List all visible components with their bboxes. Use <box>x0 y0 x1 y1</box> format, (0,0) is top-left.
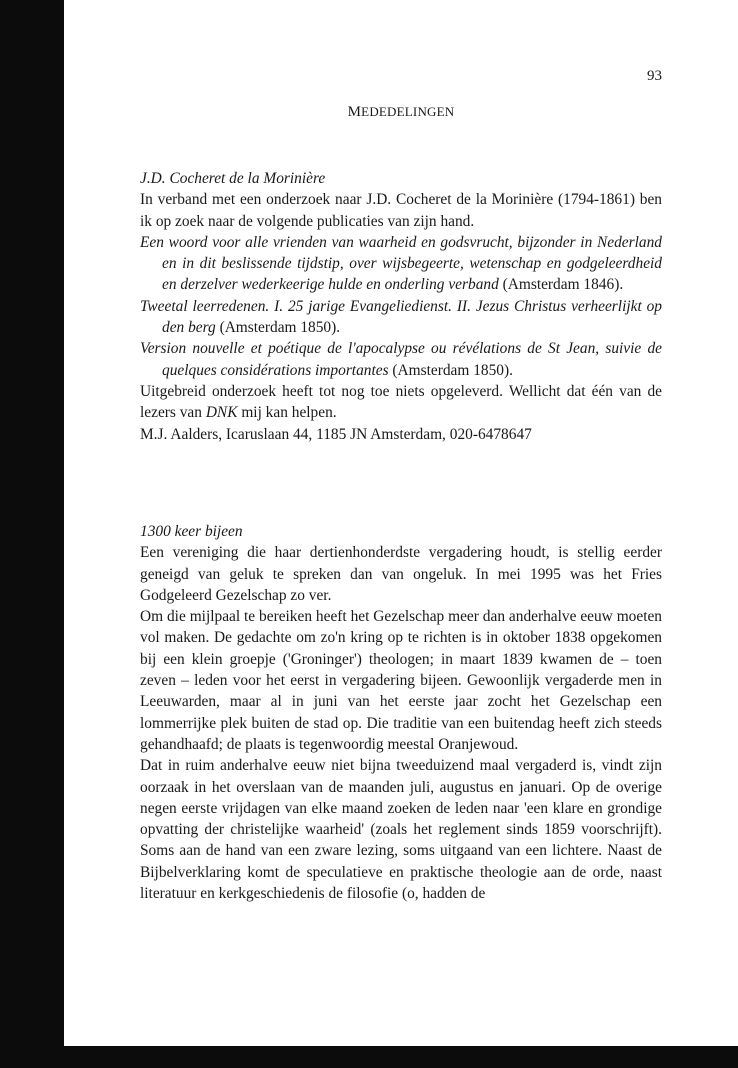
article-morinière <box>140 168 662 445</box>
publication-title: Version nouvelle et poétique de l'apocalypse ou révélations de St Jean, suivie de quelques considérations importantes <box>140 340 662 379</box>
publication-imprint: (Amsterdam 1846). <box>498 276 624 294</box>
running-head-rest: EDEDELINGEN <box>361 104 455 119</box>
publication-entry <box>140 338 662 381</box>
closing-text: Uitgebreid onderzoek heeft tot nog toe niets opgeleverd. Wellicht dat één van de lezers van <box>140 382 662 422</box>
publication-imprint: (Amsterdam 1850). <box>388 361 513 379</box>
article-title: J.D. Cocheret de la Morinière <box>140 170 326 187</box>
paragraph: Om die mijlpaal te bereiken heeft het Gezelschap meer dan anderhalve eeuw moeten vol maken. De gedachte om zo'n kring op te richten is in oktober 1838 opgekomen bij een klein groepje ('Groninger') theologen; in maart 1839 kwamen de – toen zeven – leden voor het eerst in vergadering bijeen. Gewoonlijk vergaderde men in Leeuwarden, maar al in juni van het eerste jaar zocht het Gezelschap een lommerrijke plek buiten de stad op. Die traditie van een buitendag heeft zich steeds gehandhaafd; de plaats is tegenwoordig meestal Oranjewoud. <box>140 608 662 753</box>
contact-line: M.J. Aalders, Icaruslaan 44, 1185 JN Amsterdam, 020-6478647 <box>140 425 532 443</box>
publication-entry <box>140 232 662 296</box>
running-head <box>140 104 662 121</box>
closing-text-end: mij kan helpen. <box>237 404 337 422</box>
article-closing <box>140 381 662 424</box>
publication-title: Tweetal leerredenen. I. 25 jarige Evangeliedienst. II. Jezus Christus verheerlijkt op den berg <box>140 297 662 337</box>
article-1300-keer-bijeen <box>140 521 662 904</box>
publication-imprint: (Amsterdam 1850). <box>215 319 341 337</box>
publication-title: Een woord voor alle vrienden van waarheid en godsvrucht, bijzonder in Nederland en in dit beslissende tijdstip, over wijsbegeerte, wetenschap en godgeleerdheid en derzelver wederkeerige hulde en onderling verband <box>140 233 662 294</box>
paragraph: Een vereniging die haar dertienhonderdste vergadering houdt, is stellig eerder geneigd van geluk te spreken dan van ongeluk. In mei 1995 was het Fries Godgeleerd Gezelschap zo ver. <box>140 544 662 604</box>
article-intro: In verband met een onderzoek naar J.D. Cocheret de la Morinière (1794-1861) ben ik op zoek naar de volgende publicaties van zijn hand. <box>140 191 662 230</box>
scan-edge-bottom <box>0 1046 738 1068</box>
publication-entry <box>140 296 662 339</box>
journal-name: DNK <box>205 404 238 422</box>
running-head-initial: M <box>347 104 362 120</box>
paragraph: Dat in ruim anderhalve eeuw niet bijna tweeduizend maal vergaderd is, vindt zijn oorzaak in het overslaan van de maanden juli, augustus en januari. Op de overige negen eerste vrijdagen van elke maand zoeken de leden naar 'een klare en grondige opvatting der christelijke waarheid' (zoals het reglement sinds 1859 voorschrijft). Soms aan de hand van een zware lezing, soms uitgaand van een lichtere. Naast de Bijbelverklaring komt de speculatieve en praktische theologie aan de orde, naast literatuur en kerkgeschiedenis de filosofie (o, hadden de <box>140 757 662 903</box>
page-number: 93 <box>647 68 662 84</box>
article-title: 1300 keer bijeen <box>140 523 243 540</box>
scan-edge-left <box>0 0 64 1068</box>
